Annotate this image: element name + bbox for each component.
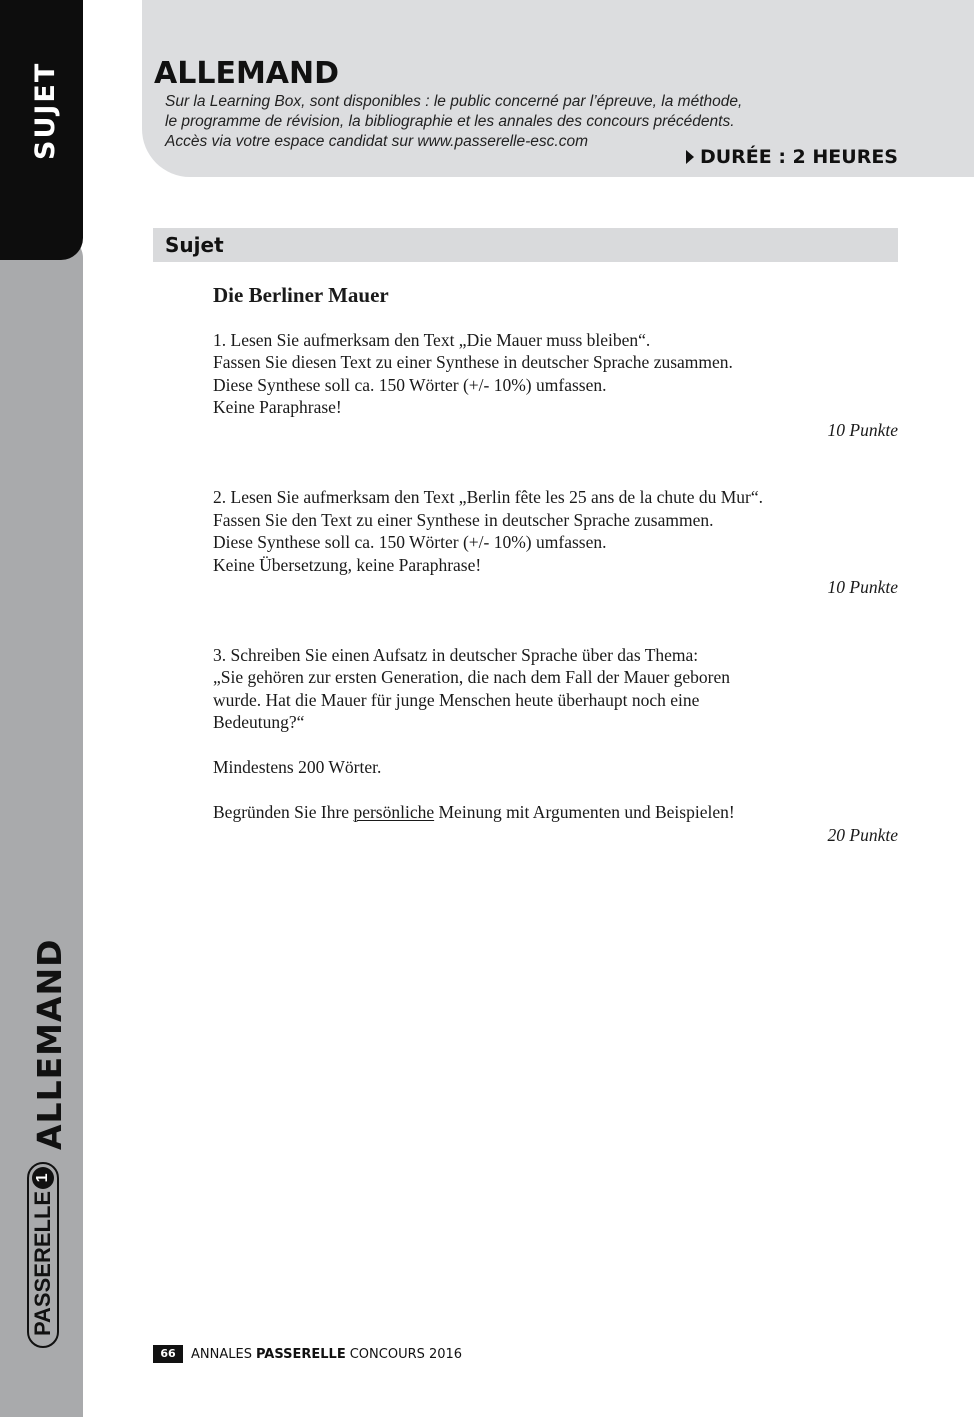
section-header: [153, 228, 898, 262]
final-after: Meinung mit Argumenten und Beispielen!: [438, 802, 735, 822]
duration: [686, 146, 898, 168]
triangle-right-icon: [686, 150, 694, 164]
header-info-line: Sur la Learning Box, sont disponibles : le public concerné par l’épreuve, la méthode,: [165, 93, 743, 110]
final-instruction: [213, 801, 898, 824]
logo-text: PASSERELLE: [30, 1190, 55, 1336]
sidebar-allemand-label: ALLEMAND: [30, 938, 69, 1150]
final-before: Begründen Sie Ihre: [213, 802, 350, 822]
final-underlined: persönliche: [353, 802, 435, 822]
question-line: Diese Synthese soll ca. 150 Wörter (+/- 10%) umfassen.: [213, 532, 607, 552]
question-line: wurde. Hat die Mauer für junge Menschen heute überhaupt noch eine: [213, 689, 700, 710]
header-info-line: le programme de révision, la bibliographie et les annales des concours précédents.: [165, 113, 735, 130]
document-body: [213, 284, 898, 846]
footer-text-before: ANNALES: [191, 1346, 252, 1362]
question-line: 3. Schreiben Sie einen Aufsatz in deutscher Sprache über das Thema:: [213, 644, 699, 665]
question-points: 10 Punkte: [827, 577, 898, 597]
question-line: Fassen Sie den Text zu einer Synthese in deutscher Sprache zusammen.: [213, 509, 714, 530]
question-1: [213, 329, 898, 442]
page-title: ALLEMAND: [154, 56, 340, 91]
question-line: Fassen Sie diesen Text zu einer Synthese in deutscher Sprache zusammen.: [213, 352, 733, 372]
header-info: [165, 92, 742, 152]
question-2: [213, 486, 898, 599]
question-line: Diese Synthese soll ca. 150 Wörter (+/- 10%) umfassen.: [213, 374, 607, 395]
min-words: Mindestens 200 Wörter.: [213, 757, 382, 777]
question-line: Keine Paraphrase!: [213, 397, 342, 417]
question-line: Bedeutung?“: [213, 712, 305, 732]
question-line: „Sie gehören zur ersten Generation, die nach dem Fall der Mauer geboren: [213, 667, 731, 687]
question-points: 20 Punkte: [827, 824, 898, 845]
question-3: [213, 644, 898, 847]
question-line: Keine Übersetzung, keine Paraphrase!: [213, 554, 482, 575]
footer-text-bold: PASSERELLE: [255, 1346, 346, 1362]
question-points: 10 Punkte: [827, 419, 898, 440]
logo-number: 1: [32, 1167, 54, 1189]
page-number: 66: [153, 1345, 183, 1363]
question-line: 1. Lesen Sie aufmerksam den Text „Die Mauer muss bleiben“.: [213, 329, 651, 350]
footer: [153, 1345, 462, 1363]
header-info-line: Accès via votre espace candidat sur www.passerelle-esc.com: [165, 133, 588, 150]
document-title: Die Berliner Mauer: [213, 283, 389, 307]
footer-text-after: CONCOURS 2016: [349, 1346, 463, 1362]
section-title: Sujet: [165, 233, 224, 257]
sidebar-sujet-label: SUJET: [30, 61, 61, 160]
passerelle-logo: [27, 1162, 59, 1348]
duration-label: DURÉE : 2 HEURES: [699, 146, 898, 168]
question-line: 2. Lesen Sie aufmerksam den Text „Berlin fête les 25 ans de la chute du Mur“.: [213, 487, 764, 507]
